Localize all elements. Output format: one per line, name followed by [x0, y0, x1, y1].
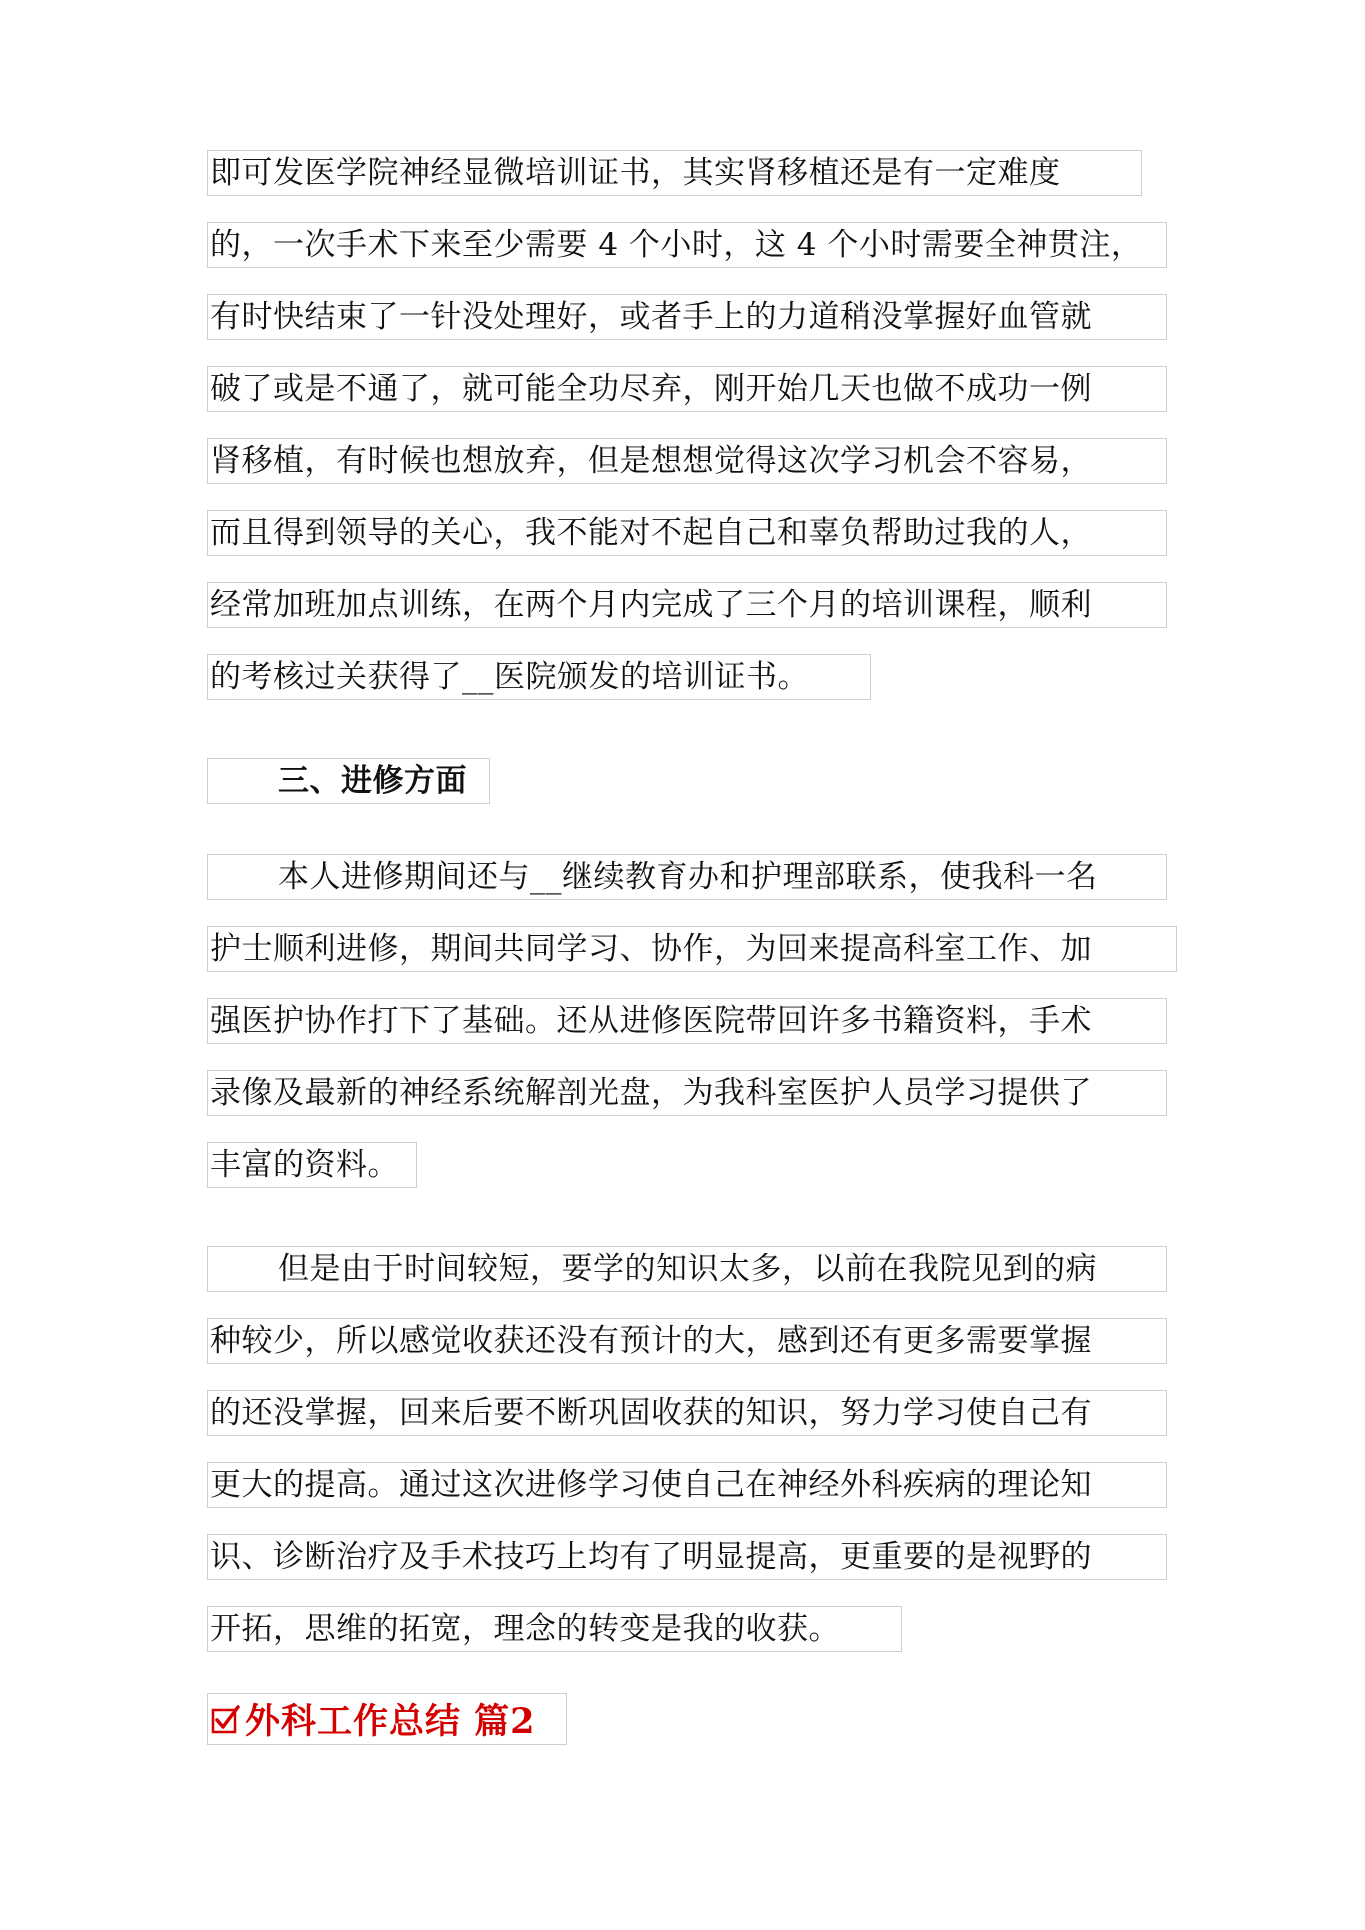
section-heading: 三、进修方面	[207, 758, 490, 804]
paragraph-line: 录像及最新的神经系统解剖光盘，为我科室医护人员学习提供了	[207, 1070, 1167, 1116]
paragraph-line: 肾移植，有时候也想放弃，但是想想觉得这次学习机会不容易，	[207, 438, 1167, 484]
paragraph-line: 破了或是不通了，就可能全功尽弃，刚开始几天也做不成功一例	[207, 366, 1167, 412]
paragraph-line: 本人进修期间还与__继续教育办和护理部联系，使我科一名	[207, 854, 1167, 900]
paragraph-line: 识、诊断治疗及手术技巧上均有了明显提高，更重要的是视野的	[207, 1534, 1167, 1580]
paragraph-line: 强医护协作打下了基础。还从进修医院带回许多书籍资料，手术	[207, 998, 1167, 1044]
paragraph-line: 护士顺利进修，期间共同学习、协作，为回来提高科室工作、加	[207, 926, 1177, 972]
paragraph-line: 的，一次手术下来至少需要 4 个小时，这 4 个小时需要全神贯注，	[207, 222, 1167, 268]
paragraph-line: 经常加班加点训练，在两个月内完成了三个月的培训课程，顺利	[207, 582, 1167, 628]
paragraph-line: 的还没掌握，回来后要不断巩固收获的知识，努力学习使自己有	[207, 1390, 1167, 1436]
paragraph-line: 而且得到领导的关心，我不能对不起自己和辜负帮助过我的人，	[207, 510, 1167, 556]
document-heading-title: 外科工作总结 篇2	[245, 1701, 536, 1742]
paragraph-line: 即可发医学院神经显微培训证书，其实肾移植还是有一定难度	[207, 150, 1142, 196]
paragraph-line: 但是由于时间较短，要学的知识太多，以前在我院见到的病	[207, 1246, 1167, 1292]
paragraph-line: 的考核过关获得了__医院颁发的培训证书。	[207, 654, 871, 700]
paragraph-line: 种较少，所以感觉收获还没有预计的大，感到还有更多需要掌握	[207, 1318, 1167, 1364]
paragraph-line: 开拓，思维的拓宽，理念的转变是我的收获。	[207, 1606, 902, 1652]
document-section-heading	[207, 1693, 567, 1745]
paragraph-line: 丰富的资料。	[207, 1142, 417, 1188]
checkbox-checked-icon	[211, 1704, 241, 1734]
paragraph-line: 有时快结束了一针没处理好，或者手上的力道稍没掌握好血管就	[207, 294, 1167, 340]
paragraph-line: 更大的提高。通过这次进修学习使自己在神经外科疾病的理论知	[207, 1462, 1167, 1508]
